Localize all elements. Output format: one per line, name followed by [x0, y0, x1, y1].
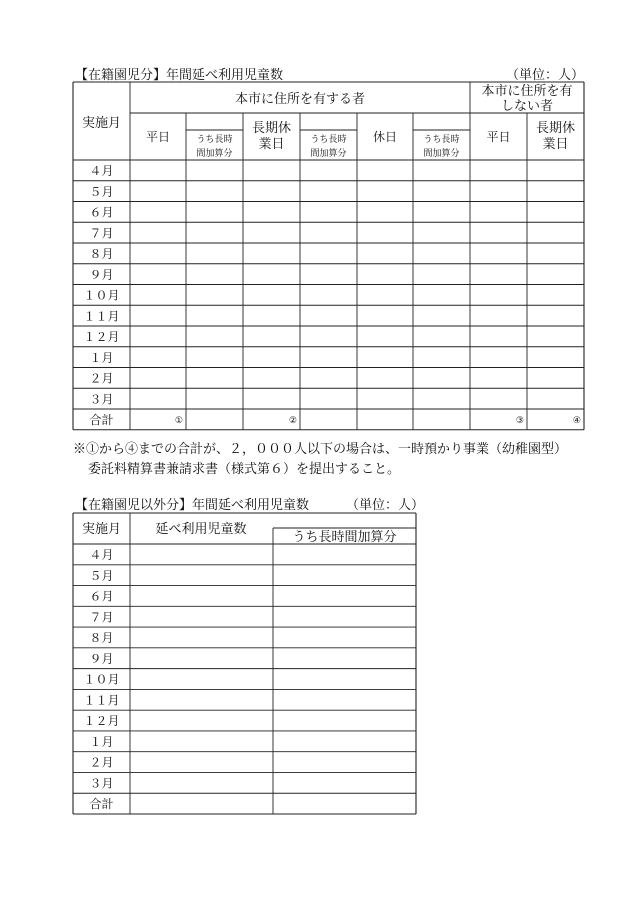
- table1-total-mark: ①: [174, 416, 183, 426]
- table1-month-label: １月: [89, 350, 114, 365]
- table1-month-label: ７月: [89, 226, 114, 241]
- table1-col-long-break-nonres-2: 業日: [542, 137, 569, 152]
- table1-month-label: ９月: [89, 267, 114, 282]
- table1-month-label: １１月: [83, 309, 120, 324]
- table1-group-nonresident-2: しない者: [500, 99, 554, 114]
- table1-month-label: １０月: [83, 288, 120, 303]
- table1-month-label: ２月: [89, 371, 114, 386]
- table2-month-label: ６月: [89, 589, 114, 604]
- table2-month-label: ７月: [89, 610, 114, 625]
- table1-total-mark: ③: [515, 416, 524, 426]
- table1-month-label: ８月: [89, 247, 114, 261]
- table1-unit: （単位：人）: [506, 68, 585, 83]
- table1-col-holiday: 休日: [372, 130, 398, 144]
- table2-col-extra: うち長時間加算分: [292, 530, 397, 545]
- table2-total-label: 合計: [89, 797, 114, 812]
- table2-month-label: ９月: [89, 651, 114, 666]
- table1-month-label: １２月: [83, 330, 120, 344]
- table1-group-nonresident-1: 本市に住所を有: [481, 84, 573, 99]
- table1-month-label: ６月: [89, 205, 114, 220]
- table1-col-long-break-1: 長期休: [251, 121, 292, 136]
- table2-month-label: １０月: [83, 672, 120, 687]
- table2-month-label: ２月: [89, 755, 114, 770]
- table2-month-label: ３月: [89, 776, 114, 791]
- table2-month-label: ８月: [89, 631, 114, 646]
- table1-total-label: 合計: [89, 413, 114, 427]
- table1-col-long-extra-2: 間加算分: [423, 149, 460, 159]
- table1-total-mark: ④: [572, 416, 581, 426]
- table2-month-label: １２月: [83, 714, 120, 729]
- table1-col-weekday: 平日: [145, 130, 171, 144]
- table2-month-label: ５月: [89, 568, 114, 583]
- table2-unit: （単位：人）: [346, 498, 425, 513]
- table1-total-mark: ②: [288, 416, 297, 426]
- table2-title: 【在籍園児以外分】年間延べ利用児童数: [75, 498, 310, 513]
- table1-col-long-extra-2: 間加算分: [310, 149, 347, 159]
- table1-col-long-extra-1: うち長時: [423, 135, 460, 145]
- table1-col-weekday-nonres: 平日: [486, 130, 511, 144]
- table2-month-header: 実施月: [81, 522, 122, 537]
- table1-month-header: 実施月: [81, 116, 122, 131]
- note-line-2: 委託料精算書兼請求書（様式第６）を提出すること。: [88, 462, 401, 477]
- table1-group-resident: 本市に住所を有する者: [234, 92, 366, 107]
- table2-col-total: 延べ利用児童数: [155, 522, 247, 537]
- note-line-1: ※①から④までの合計が、２，０００人以下の場合は、一時預かり事業（幼稚園型）: [73, 442, 568, 457]
- table1-month-label: ４月: [89, 164, 114, 178]
- table2-month-label: １１月: [83, 693, 120, 708]
- table1-col-long-extra-1: うち長時: [310, 135, 347, 145]
- table1-col-long-break-nonres-1: 長期休: [535, 121, 576, 136]
- table1-month-label: ３月: [89, 392, 114, 407]
- table1-title: 【在籍園児分】年間延べ利用児童数: [75, 68, 284, 83]
- table1-month-label: ５月: [89, 184, 114, 199]
- table2-month-label: １月: [89, 734, 114, 749]
- table1-col-long-extra-2: 間加算分: [196, 149, 233, 159]
- table2-month-label: ４月: [89, 548, 114, 562]
- table1-col-long-break-2: 業日: [258, 137, 285, 152]
- table1-col-long-extra-1: うち長時: [196, 135, 233, 145]
